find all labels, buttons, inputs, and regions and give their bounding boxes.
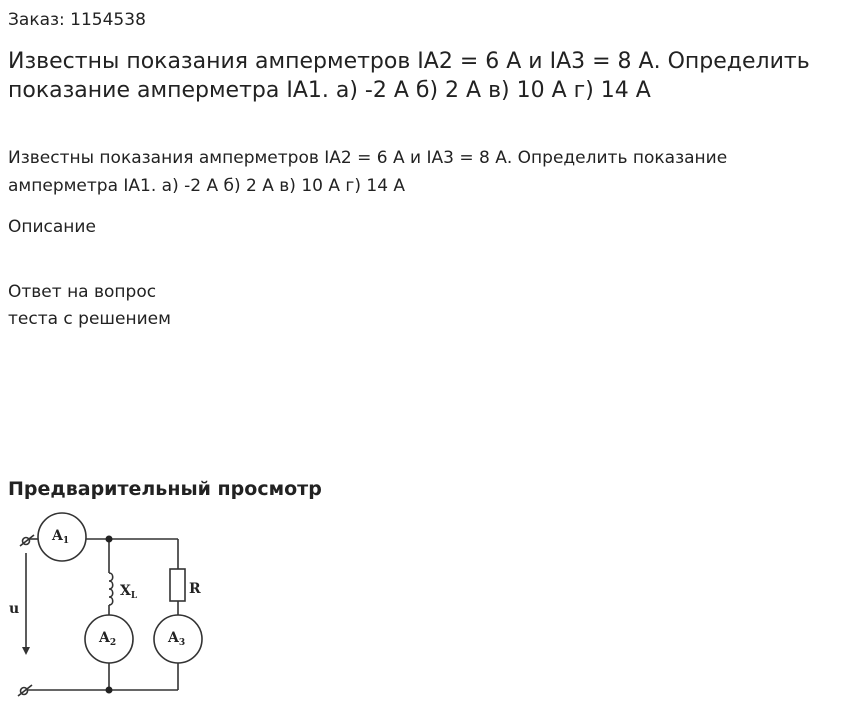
order-number: Заказ: 1154538 <box>8 10 146 30</box>
description-heading: Описание <box>8 217 96 237</box>
preview-heading: Предварительный просмотр <box>8 478 322 500</box>
resistor-label: R <box>189 581 201 597</box>
voltage-label: u <box>9 601 20 617</box>
page-title: Известны показания амперметров IA2 = 6 А и IA3 = 8 А. Определить показание амперметра IA1. а) -2 А б) 2 А в) 10 А г) 14 А <box>8 49 810 103</box>
ammeter-a2-label: $A_2$ <box>99 630 117 648</box>
voltage-arrow-head <box>22 647 30 655</box>
resistor <box>170 569 185 601</box>
circuit-diagram <box>8 509 208 703</box>
inductor-coil <box>109 573 113 605</box>
ammeter-a1-label: $A_1$ <box>52 528 70 546</box>
ammeter-a3-label: $A_3$ <box>168 630 186 648</box>
answer-note: Ответ на вопрос теста с решением <box>8 282 171 329</box>
junction-bottom <box>106 687 113 694</box>
junction-top <box>106 536 113 543</box>
description-text: Известны показания амперметров IA2 = 6 А и IA3 = 8 А. Определить показание амперметра IA1. а) -2 А б) 2 А в) 10 А г) 14 А <box>8 148 728 196</box>
inductor-label: $X_L$ <box>120 583 138 601</box>
